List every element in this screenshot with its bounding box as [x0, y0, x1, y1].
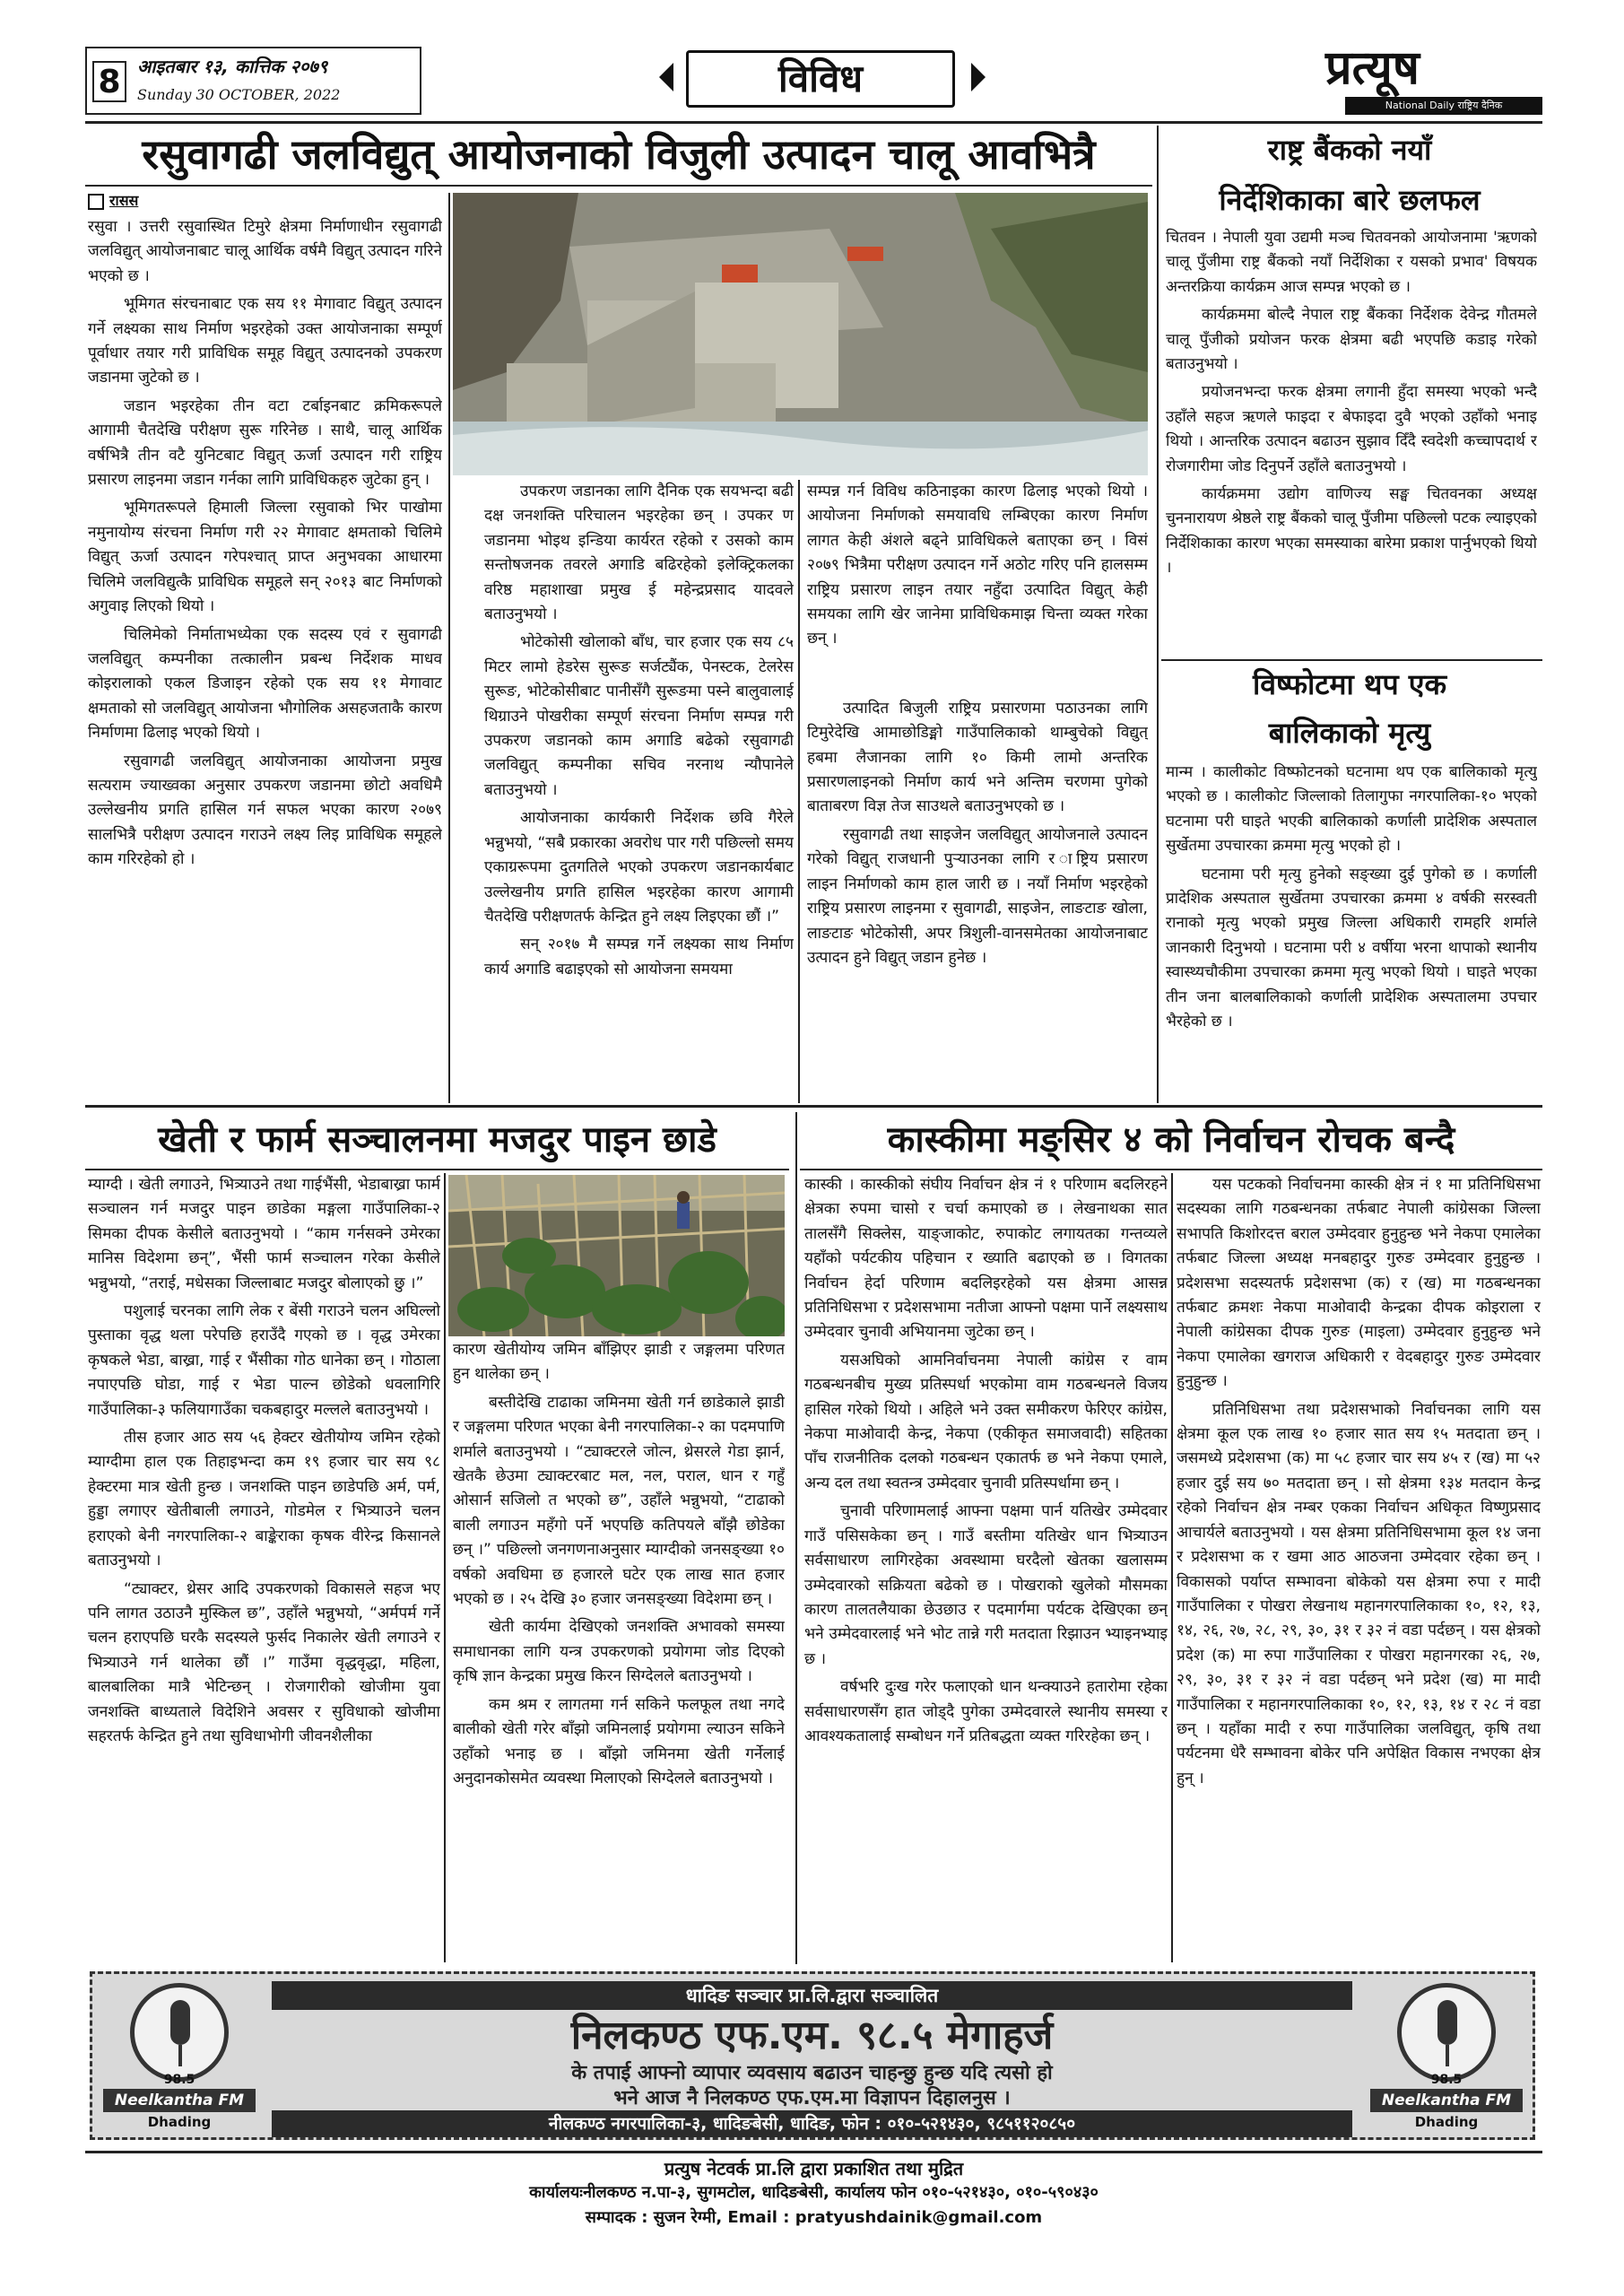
a1-p: उपकरण जडानका लागि दैनिक एक सयभन्दा बढी दक्ष जनशक्ति परिचालन भइरहेका छन् । उपकर ण जडानमा भोइथ इन्डिया कार्यरत रहेको र उसको काम सन्तोषजनक तवरले अगाडि बढिरहेको इलेक्ट्रिकलका वरिष्ठ महाशाखा प्रमुख ई महेन्द्रप्रसाद यादवले बताउनुभयो । — [484, 483, 794, 624]
a1-source: रासस — [109, 192, 139, 209]
a5-col1 — [804, 1173, 1168, 1962]
ad-top-line: धादिङ सञ्चार प्रा.लि.द्वारा सञ्चालित — [685, 1985, 939, 2006]
a4-rule — [85, 1169, 789, 1170]
logo-subtitle: National Daily राष्ट्रिय दैनिक — [1345, 97, 1542, 115]
a1-rule — [85, 185, 1152, 187]
a5-p: कास्की । कास्कीको संघीय निर्वाचन क्षेत्र नं १ परिणाम बदलिरहने क्षेत्रका रुपमा चासो र चर्चा कमाएको छ । लेखनाथका सात तालसँगै सिक्लेस, याङ्जाकोट, रुपाकोट लगायतका गन्तव्यले यहाँको पर्यटकीय पहिचान र ख्याति बढाएको छ । विगतका निर्वाचन हेर्दा परिणाम बदलिइरहेको यस क्षेत्रमा आसन्न प्रतिनिधिसभा र प्रदेशसभामा नतीजा आफ्नो पक्षमा पार्ने लक्ष्यसाथ उम्मेदवार चुनावी अभियानमा जुटेका छन् । — [804, 1176, 1168, 1342]
mic-stand — [1446, 2045, 1449, 2066]
masthead — [85, 40, 1542, 118]
a2-body — [1166, 226, 1537, 657]
a3-p: घटनामा परी मृत्यु हुनेको सङ्ख्या दुई पुगेको छ । कर्णाली प्रादेशिक अस्पताल सुर्खेतमा उपचारका क्रममा ४ वर्षकी सरस्वती रानाको मृत्यु भएको प्रमुख जिल्ला अधिकारी रामहरि शर्माले जानकारी दिनुभयो । घटनामा परी ४ वर्षीया भरना थापाको स्थानीय स्वास्थ्यचौकीमा उपचारका क्रममा मृत्यु भएको थियो । घाइते भएका तीन जना बालबालिकाको कर्णाली प्रादेशिक अस्पतालमा उपचार भैरहेको छ । — [1166, 865, 1537, 1031]
right-col-rule — [1157, 126, 1159, 1103]
farm-image — [448, 1175, 785, 1336]
footer-editor: सम्पादक : सुजन रेग्मी, Email : pratyushdainik@gmail.com — [585, 2208, 1043, 2227]
a1-p: सन् २०१७ मै सम्पन्न गर्ने लक्ष्यका साथ निर्माण कार्य अगाडि बढाइएको सो आयोजना समयमा — [484, 935, 794, 978]
a4-col1 — [88, 1173, 440, 1962]
a3-p: मान्म । कालीकोट विष्फोटनको घटनामा थप एक बालिकाको मृत्यु भएको छ । कालीकोट जिल्लाको तिलागुफा नगरपालिका-१० भएको घटनामा परी घाइते भएकी बालिकाको कर्णाली प्रादेशिक अस्पताल सुर्खेतमा उपचारका क्रममा मृत्यु भएको हो । — [1166, 763, 1537, 856]
a5-col2 — [1177, 1173, 1541, 1962]
dam-image — [453, 193, 1148, 475]
a5-p: चुनावी परिणामलाई आफ्ना पक्षमा पार्न यतिखेर उम्मेदवार गाउँ पसिसकेका छन् । गाउँ बस्तीमा यतिखेर धान भित्र्याउन सर्वसाधारण लागिरहेका अवस्थामा घरदैलो खेतका खलासम्म उम्मेदवारको सक्रियता बढेको छ । पोखराको खुलेको मौसमका कारण तालतलैयाका छेउछाउ र पदमार्गमा पर्यटक देखिएका छन् भने उम्मेदवारलाई भने भोट तान्ने गरी मतदाता रिझाउन भ्याइनभ्याइ छ । — [804, 1502, 1168, 1668]
a1-col1 — [88, 215, 442, 1099]
a4-col2 — [453, 1338, 785, 1962]
a1-col2 — [484, 480, 794, 1099]
farm-photo — [448, 1175, 785, 1336]
a3-headline-line2: बालिकाको मृत्यु — [1268, 716, 1431, 750]
footer-address: कार्यालयःनीलकण्ठ न.पा-३, सुगमटोल, धादिङबेसी, कार्यालय फोन ०१०-५२१४३०, ०१०-५९०४३० — [529, 2183, 1099, 2202]
a1-p: उत्पादित बिजुली राष्ट्रिय प्रसारणमा पठाउनका लागि टिमुरेदेखि आमाछोडिङ्मो गाउँपालिकाको थाम्बुचेको विद्युत् हबमा लैजानका लागि १० किमी लामो अन्तरिक प्रसारणलाइनको निर्माण कार्य भने अन्तिम चरणमा पुगेको बाताबरण विज्ञ तेज साउथले बताउनुभएको छ । — [807, 699, 1148, 816]
date-english: Sunday 30 OCTOBER, 2022 — [137, 86, 341, 103]
a2-headline-line1: राष्ट्र बैंकको नयाँ — [1267, 133, 1432, 167]
a5-headline: कास्कीमा मङ्सिर ४ को निर्वाचन रोचक बन्दै — [887, 1118, 1455, 1161]
a1-p: रसुवा । उत्तरी रसुवास्थित टिमुरे क्षेत्रमा निर्माणाधीन रसुवागढी जलविद्युत् आयोजनाबाट चालू आर्थिक वर्षमै विद्युत् उत्पादन गरिने भएको छ । — [88, 218, 442, 285]
a2-p: प्रयोजनभन्दा फरक क्षेत्रमा लगानी हुँदा समस्या भएको भन्दै उहाँले सहज ऋणले फाइदा र बेफाइदा दुवै भएको उहाँको भनाइ थियो । आन्तरिक उत्पादन बढाउन सुझाव दिँदै स्वदेशी कच्चापदार्थ र रोजगारीमा जोड दिनुपर्ने उहाँले बताउनुभयो । — [1166, 383, 1537, 475]
a5-p: यसअघिको आमनिर्वाचनमा नेपाली कांग्रेस र वाम गठबन्धनबीच मुख्य प्रतिस्पर्धा भएकोमा वाम गठबन्धनले विजय हासिल गरेको थियो । अहिले भने उक्त समीकरण फेरिएर कांग्रेस, नेकपा माओवादी केन्द्र, नेकपा (एकीकृत समाजवादी) सहितका पाँच राजनीतिक दलको गठबन्धन एकातर्फ छ भने नेकपा एमाले, अन्य दल तथा स्वतन्त्र उम्मेदवार चुनावी प्रतिस्पर्धामा छन् । — [804, 1351, 1168, 1492]
ad-address: नीलकण्ठ नगरपालिका-३, धादिङबेसी, धादिङ, फोन : ०१०-५२१४३०, ९८५११२०८५० — [548, 2114, 1076, 2134]
col-rule — [1171, 1173, 1173, 1962]
fm-badge-left — [103, 1979, 256, 2134]
byline-box-icon — [88, 194, 104, 210]
ad-title: निलकण्ठ एफ.एम. ९८.५ मेगाहर्ज — [570, 2013, 1054, 2058]
a1-p: जडान भइरहेका तीन वटा टर्बाइनबाट क्रमिकरूपले आगामी चैतदेखि परीक्षण सुरू गरिनेछ । साथै, चालू आर्थिक वर्षभित्रै तीन वटै युनिटबाट विद्युत् ऊर्जा उत्पादन गरी राष्ट्रिय प्रसारण लाइनमा जडान गर्नका लागि प्राविधिकहरु जुटेका हुन् । — [88, 396, 442, 490]
microphone-icon — [130, 1983, 229, 2082]
a1-p: भूमिगत संरचनाबाट एक सय ११ मेगावाट विद्युत् उत्पादन गर्ने लक्ष्यका साथ निर्माण भइरहेको उक्त आयोजनाका सम्पूर्ण पूर्वाधार तयार गरी प्राविधिक समूह विद्युत् उत्पादनको उपकरण जडानमा जुटेको छ । — [88, 295, 442, 387]
logo-text: प्रत्यूष — [1325, 40, 1420, 95]
date-nepali: आइतबार १३, कात्तिक २०७९ — [137, 56, 328, 77]
badge-frequency: 98.5 — [1430, 2073, 1463, 2087]
a2-p: चितवन । नेपाली युवा उद्यमी मञ्च चितवनको आयोजनामा 'ऋणको चालू पुँजीमा राष्ट्र बैंकको नयाँ निर्देशिका र यसको प्रभाव' विषयक अन्तरक्रिया कार्यक्रम आज सम्पन्न भएको छ । — [1166, 229, 1537, 296]
a4-p: म्याग्दी । खेती लगाउने, भित्र्याउने तथा गाईभैंसी, भेडाबाख्रा फार्म सञ्चालन गर्न मजदुर पाइन छाडेका मङ्गला गाउँपालिका-२ सिमका दीपक केसीले बताउनुभयो । “काम गर्नसक्ने उमेरका मानिस विदेशमा छन्”, भैंसी फार्म सञ्चालन गरेका केसीले भन्नुभयो, “तराई, मधेसका जिल्लाबाट मजदुर बोलाएको छु ।” — [88, 1176, 440, 1292]
badge-name: Neelkantha FM — [1370, 2089, 1523, 2112]
col-rule — [448, 193, 450, 1103]
a4-p: कम श्रम र लागतमा गर्न सकिने फलफूल तथा नगदे बालीको खेती गरेर बाँझो जमिनलाई प्रयोगमा ल्याउन सकिने उहाँको भनाइ छ । बाँझो जमिनमा खेती गर्नेलाई अनुदानकोसमेत व्यवस्था मिलाएको सिग्देलले बताउनुभयो । — [453, 1695, 785, 1787]
a1-col3 — [807, 480, 1148, 1099]
a1-p: रसुवागढी तथा साइजेन जलविद्युत् आयोजनाले उत्पादन गरेको विद्युत् राजधानी पुऱ्याउनका लागि र ाष्ट्रिय प्रसारण लाइन निर्माणको काम हाल जारी छ । नयाँ निर्माण भइरहेको राष्ट्रिय प्रसारण लाइनमा र सुवागढी, साइजेन, लाङटाङ खोला, लाङटाङ भोटेकोसी, अपर त्रिशुली-वानसमेतका आयोजनाबाट उत्पादन हुने विद्युत् जडान हुनेछ । — [807, 825, 1148, 967]
a5-p: प्रतिनिधिसभा तथा प्रदेशसभाको निर्वाचनका लागि यस क्षेत्रमा कूल एक लाख १० हजार सात सय १५ मतदाता छन् । जसमध्ये प्रदेशसभा (क) मा ५८ हजार चार सय ४५ र (ख) मा ५२ हजार दुई सय ७० मतदाता छन् । सो क्षेत्रमा १३४ मतदान केन्द्र रहेको निर्वाचन क्षेत्र नम्बर एकका निर्वाचन अधिकृत विष्णुप्रसाद आचार्यले बताउनुभयो । यस क्षेत्रमा प्रतिनिधिसभामा कूल १४ जना र प्रदेशसभा क र खमा आठ आठजना उम्मेदवार रहेका छन् । विकासको पर्याप्त सम्भावना बोकेको यस क्षेत्रमा रुपा र मादी गाउँपालिका र पोखरा लेखनाथ महानगरपालिकाका १०, १२, १३, १४, २६, २७, २८, २९, ३०, ३१ र ३२ नं वडा पर्दछन् । यस क्षेत्रको प्रदेश (क) मा रुपा गाउँपालिका र पोखरा महानगरका २६, २७, २९, ३०, ३१ र ३२ नं वडा पर्दछन् भने प्रदेश (ख) मा मादी गाउँपालिका र महानगरपालिकाका १०, १२, १३, १४ र २८ नं वडा छन् । यहाँका मादी र रुपा गाउँपालिका जलविद्युत्, कृषि तथा पर्यटनमा धेरै सम्भावना बोकेर पनि अपेक्षित विकास नभएका क्षेत्र हुन् । — [1177, 1400, 1541, 1787]
a3-body — [1166, 761, 1537, 1101]
header-rule — [85, 121, 1542, 124]
a1-p: रसुवागढी जलविद्युत् आयोजनाका आयोजना प्रमुख सत्यराम ज्याख्वका अनुसार उपकरण जडानमा छोटो अवधिमै उल्लेखनीय प्रगति हासिल गर्न सफल भएका कारण २०७९ सालभित्रै परीक्षण उत्पादन गराउने लक्ष्य लिइ प्राविधिक समूहले काम गरिरहेको हो । — [88, 752, 442, 869]
mic-head — [170, 2000, 190, 2045]
ad-line2: के तपाई आफ्नो व्यापार व्यवसाय बढाउन चाहन्छु हुन्छ यदि त्यसो हो — [571, 2062, 1053, 2084]
mic-stand — [178, 2045, 182, 2066]
a1-p: चिलिमेको निर्माताभध्येका एक सदस्य एवं र सुवागढी जलविद्युत् कम्पनीका तत्कालीन प्रबन्ध निर्देशक माधव कोइरालाको एकल डिजाइन रहेको एक सय ११ मेगावाट क्षमताको सो जलविद्युत् आयोजना भौगोलिक असहजताकै कारण निर्माणमा ढिलाइ भएको थियो । — [88, 625, 442, 743]
fm-badge-right — [1370, 1979, 1523, 2134]
a2-rule — [1161, 659, 1542, 661]
footer-publisher: प्रत्युष नेटवर्क प्रा.लि द्वारा प्रकाशित तथा मुद्रित — [664, 2158, 964, 2179]
a1-byline — [88, 190, 267, 212]
a2-headline-line2: निर्देशिकाका बारे छलफल — [1219, 183, 1481, 217]
a4-p: बस्तीदेखि टाढाका जमिनमा खेती गर्न छाडेकाले झाडी र जङ्गलमा परिणत भएका बेनी नगरपालिका-२ का पदमपाणि शर्माले बताउनुभयो । “ट्याक्टरले जोत्न, थ्रेसरले गेडा झार्न, खेतकै छेउमा ट्याक्टरबाट मल, नल, पराल, धान र गहुँ ओसार्न सजिलो त भएको छ”, उहाँले भन्नुभयो, “टाढाको बाली लगाउन महँगो पर्ने भएपछि कतिपयले बाँझै छोडेका छन् ।” पछिल्लो जनगणनाअनुसार म्याग्दीको जनसङ्ख्या १० वर्षको अवधिमा छ हजारले घटेर एक लाख सात हजार भएको छ । २५ देखि ३० हजार जनसङ्ख्या विदेशमा छन् । — [453, 1393, 785, 1609]
a1-headline: रसुवागढी जलविद्युत् आयोजनाको विजुली उत्पादन चालू आवभित्रै — [142, 130, 1096, 178]
a1-p: भूमिगतरूपले हिमाली जिल्ला रसुवाको भिर पाखोमा नमुनायोग्य संरचना निर्माण गरी २२ मेगावाट क्षमताको चिलिमे विद्युत् ऊर्जा उत्पादन गरेपश्चात् प्राप्त अनुभवका आधारमा चिलिमे जलविद्युत्कै प्राविधिक समूहले सन् २०१३ बाट निर्माणको अगुवाइ लिएको थियो । — [88, 499, 442, 616]
a4-p: तीस हजार आठ सय ५६ हेक्टर खेतीयोग्य जमिन रहेको म्याग्दीमा हाल एक तिहाइभन्दा कम १९ हजार चार सय ९८ हेक्टरमा मात्र खेती हुन्छ । जनशक्ति पाइन छाडेपछि अर्म, पर्म, हुड्डा लगाएर खेतीबाली लगाउने, गोडमेल र भित्र्याउने चलन हराएको बेनी नगरपालिका-२ बाङ्केराका कृषक वीरेन्द्र किसानले बताउनुभयो । — [88, 1429, 440, 1570]
a1-p: सम्पन्न गर्न विविध कठिनाइका कारण ढिलाइ भएको थियो । आयोजना निर्माणको समयावधि लम्बिएका कारण निर्माण लागत केही अंशले बढ्ने प्राविधिकले बताएका छन् । विसं २०७९ भित्रैमा परीक्षण उत्पादन गर्ने अठोट गरिए पनि हालसम्म राष्ट्रिय प्रसारण लाइन तयार नहुँदा उत्पादित विद्युत् केही समयका लागि खेर जानेमा प्राविधिकमाझ चिन्ता व्यक्त गरेका छन् । — [807, 483, 1148, 648]
badge-frequency: 98.5 — [163, 2073, 195, 2087]
a2-p: कार्यक्रममा उद्योग वाणिज्य सङ्घ चितवनका अध्यक्ष चुननारायण श्रेष्ठले राष्ट्र बैंकको चालू पुँजीमा पछिल्लो पटक ल्याइएको निर्देशिकाका कारण भएका समस्याका बारेमा प्रकाश पार्नुभएको थियो । — [1166, 485, 1537, 578]
microphone-icon — [1397, 1983, 1496, 2082]
date-box — [85, 47, 421, 115]
fm-advertisement — [90, 1971, 1535, 2140]
a4-p: “ट्याक्टर, थ्रेसर आदि उपकरणको विकासले सहज भए पनि लागत उठाउनै मुस्किल छ”, उहाँले भन्नुभयो, “अर्मपर्म गर्ने चलन हराएपछि घरकै सदस्यले फुर्सद निकालेर खेती लगाउने र भित्र्याउने गर्न थालेका छौं ।” गाउँमा वृद्धवृद्धा, महिला, बालबालिका मात्रै भेटिन्छन् । रोजगारीको खोजीमा युवा जनशक्ति बाध्यताले विदेशिने अवसर र सुविधाको खोजीमा सहरतर्फ केन्द्रित हुने तथा सुविधाभोगी जीवनशैलीका — [88, 1579, 440, 1745]
col-rule — [795, 1112, 797, 1964]
a1-p: भोटेकोसी खोलाको बाँध, चार हजार एक सय ८५ मिटर लामो हेडरेस सुरूङ सर्जट्यैंक, पेनस्टक, टेलरेस सुरूङ, भोटेकोसीबाट पानीसँगै सुरूङमा पस्ने बालुवालाई थिग्राउने पोखरीका सम्पूर्ण संरचना निर्माण सम्पन्न गरी उपकरण जडानको काम अगाडि बढेको रसुवागढी जलविद्युत् कम्पनीका सचिव नरनाथ न्यौपानेले बताउनुभयो । — [484, 633, 794, 799]
section-title: विविध — [686, 50, 955, 108]
a4-p: खेती कार्यमा देखिएको जनशक्ति अभावको समस्या समाधानका लागि यन्त्र उपकरणको प्रयोगमा जोड दिएको कृषि ज्ञान केन्द्रका प्रमुख किरन सिग्देलले बताउनुभयो । — [453, 1618, 785, 1686]
badge-place: Dhading — [147, 2114, 212, 2130]
badge-place: Dhading — [1414, 2114, 1479, 2130]
a4-headline: खेती र फार्म सञ्चालनमा मजदुर पाइन छाडे — [158, 1118, 716, 1161]
section-right-arrow — [971, 63, 986, 91]
col-rule — [798, 480, 800, 1103]
ad-line3: भने आज नै निलकण्ठ एफ.एम.मा विज्ञापन दिहालनुस । — [613, 2087, 1011, 2109]
a5-p: वर्षभरि दुःख गरेर फलाएको धान थन्क्याउने हतारोमा रहेका सर्वसाधारणसँग हात जोड्दै पुगेका उम्मेदवारले स्थानीय समस्या र आवश्यकतालाई सम्बोधन गर्ने प्रतिबद्धता व्यक्त गरिरहेका छन् । — [804, 1678, 1168, 1745]
a1-p: आयोजनाका कार्यकारी निर्देशक छवि गैरेले भन्नुभयो, “सबै प्रकारका अवरोध पार गरी पछिल्लो समय एकाग्ररूपमा दुतगतिले भएको उपकरण जडानकार्यबाट उल्लेखनीय प्रगति हासिल भइरहेका कारण आगामी चैतदेखि परीक्षणतर्फ केन्द्रित हुने लक्ष्य लिइएका छौं ।” — [484, 809, 794, 926]
section-left-arrow — [659, 63, 673, 91]
a3-headline-line1: विष्फोटमा थप एक — [1252, 667, 1447, 701]
col-rule — [444, 1173, 446, 1962]
page-number: 8 — [92, 61, 126, 102]
a5-p: यस पटकको निर्वाचनमा कास्की क्षेत्र नं १ मा प्रतिनिधिसभा सदस्यका लागि गठबन्धनका तर्फबाट नेपाली कांग्रेसका जिल्ला सभापति किशोरदत्त बराल उम्मेदवार हुनुहुन्छ भने नेकपा एमालेका तर्फबाट जिल्ला अध्यक्ष मनबहादुर गुरुङ उम्मेदवार हुनुहुन्छ । प्रदेशसभा सदस्यतर्फ प्रदेशसभा (क) र (ख) मा गठबन्धनका तर्फबाट क्रमशः नेकपा माओवादी केन्द्रका दीपक कोइराला र नेपाली कांग्रेसका दीपक गुरुङ (माइला) उम्मेदवार हुनुहुन्छ भने नेकपा एमालेका खगराज अधिकारी र वेदबहादुर गुरुङ उम्मेदवार हुनुहुन्छ । — [1177, 1176, 1541, 1391]
mic-head — [1437, 2000, 1457, 2045]
mid-rule — [85, 1105, 1542, 1108]
a5-rule — [800, 1169, 1542, 1170]
a2-p: कार्यक्रममा बोल्दै नेपाल राष्ट्र बैंकका निर्देशक देवेन्द्र गौतमले चालू पुँजीको प्रयोजन फरक क्षेत्रमा बढी भएपछि कडाइ गरेको बताउनुभयो । — [1166, 306, 1537, 374]
footer-rule — [85, 2151, 1542, 2153]
a4-p: पशुलाई चरनका लागि लेक र बेंसी गराउने चलन अघिल्लो पुस्ताका वृद्ध थला परेपछि हराउँदै गएको छ । वृद्ध उमेरका कृषकले भेडा, बाख्रा, गाई र भैंसीका गोठ धानेका छन् । गोठाला नपाएपछि घोडा, गाई र भेडा पाल्न छोडेको धवलागिरि गाउँपालिका-३ फलियागाउँका चकबहादुर मल्लले बताउनुभयो । — [88, 1302, 440, 1419]
a4-p: कारण खेतीयोग्य जमिन बाँझिएर झाडी र जङ्गलमा परिणत हुन थालेका छन् । — [453, 1341, 785, 1384]
badge-name: Neelkantha FM — [103, 2089, 256, 2112]
dam-photo — [453, 193, 1148, 475]
newspaper-logo — [1309, 40, 1542, 117]
